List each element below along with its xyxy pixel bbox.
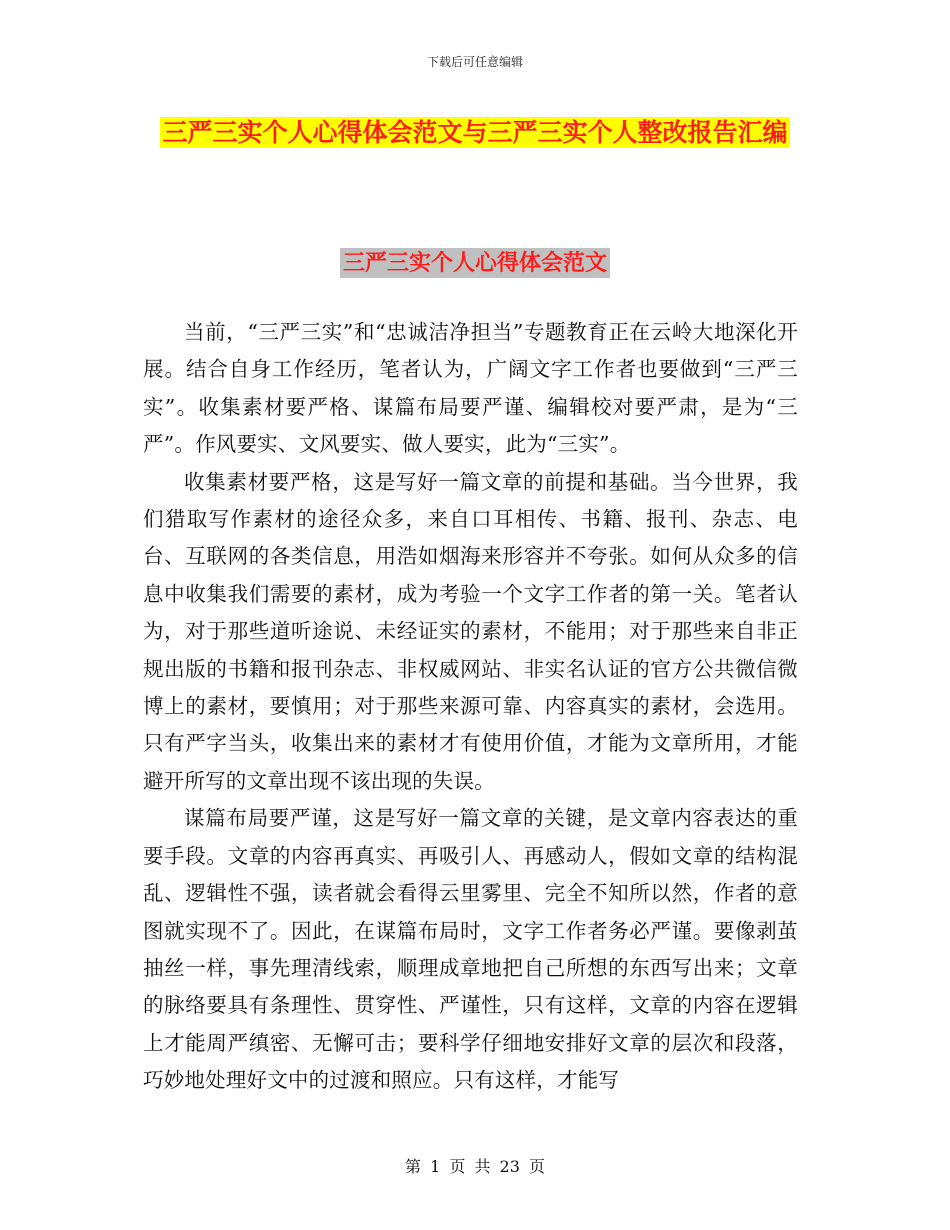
document-body	[143, 314, 798, 1100]
section-title-text: 三严三实个人心得体会范文	[340, 248, 610, 278]
document-title	[140, 112, 810, 154]
page-number: 第 1 页 共 23 页	[405, 1157, 545, 1176]
paragraph-3: 谋篇布局要严谨，这是写好一篇文章的关键，是文章内容表达的重要手段。文章的内容再真实、再吸引人、再感动人，假如文章的结构混乱、逻辑性不强，读者就会看得云里雾里、完全不知所以然，作者的意图就实现不了。因此，在谋篇布局时，文字工作者务必严谨。要像剥茧抽丝一样，事先理清线索，顺理成章地把自己所想的东西写出来；文章的脉络要具有条理性、贯穿性、严谨性，只有这样，文章的内容在逻辑上才能周严缜密、无懈可击；要科学仔细地安排好文章的层次和段落，巧妙地处理好文中的过渡和照应。只有这样，才能写	[143, 806, 798, 1093]
document-title-text: 三严三实个人心得体会范文与三严三实个人整改报告汇编	[162, 118, 788, 147]
page-header-note: 下载后可任意编辑	[426, 55, 523, 69]
paragraph-2: 收集素材要严格，这是写好一篇文章的前提和基础。当今世界，我们猎取写作素材的途径众多，来自口耳相传、书籍、报刊、杂志、电台、互联网的各类信息，用浩如烟海来形容并不夸张。如何从众多的信息中收集我们需要的素材，成为考验一个文字工作者的第一关。笔者认为，对于那些道听途说、未经证实的素材，不能用；对于那些来自非正规出版的书籍和报刊杂志、非权威网站、非实名认证的官方公共微信微博上的素材，要慎用；对于那些来源可靠、内容真实的素材，会选用。只有严字当头，收集出来的素材才有使用价值，才能为文章所用，才能避开所写的文章出现不该出现的失误。	[143, 469, 798, 793]
paragraph-1: 当前，“三严三实”和“忠诚洁净担当”专题教育正在云岭大地深化开展。结合自身工作经历，笔者认为，广阔文字工作者也要做到“三严三实”。收集素材要严格、谋篇布局要严谨、编辑校对要严肃，是为“三严”。作风要实、文风要实、做人要实，此为“三实”。	[143, 320, 798, 457]
section-title	[0, 246, 950, 277]
